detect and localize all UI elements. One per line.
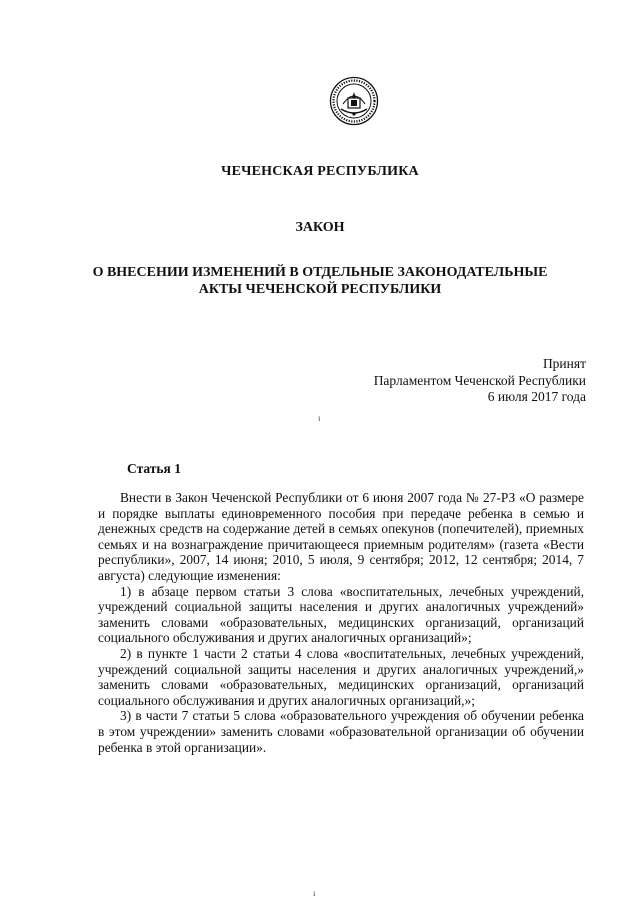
scan-mark: ı: [313, 888, 316, 898]
article-heading: Статья 1: [127, 461, 181, 476]
adoption-line-1: Принят: [542, 356, 586, 371]
adoption-line-2: Парламентом Чеченской Республики: [373, 372, 586, 388]
amendment-item-2: 2) в пункте 1 части 2 статьи 4 слова «воспитательных, лечебных учреждений, учреждений социальной защиты населения и других аналогичных учреждений,» заменить словами «образовательных, медицинских организаций, организаций социального обслуживания и других аналогичных организаций,»;: [98, 645, 584, 708]
adoption-line-3: 6 июля 2017 года: [487, 389, 586, 404]
article-body: [98, 490, 584, 755]
coat-of-arms-icon: [329, 76, 379, 126]
article-intro-paragraph: Внести в Закон Чеченской Республики от 6 июня 2007 года № 27-РЗ «О размере и порядке выплаты единовременного пособия при передаче ребенка в семью и денежных средств на содержание детей в семьях опекунов (попечителей), приемных семьях и на вознаграждение причитающееся приемным родителям» (газета «Вести республики», 2007, 14 июня; 2010, 5 июля, 9 сентября; 2012, 12 сентября; 2014, 7 августа) следующие изменения:: [98, 490, 584, 583]
adoption-block: [374, 356, 586, 406]
state-name: ЧЕЧЕНСКАЯ РЕСПУБЛИКА: [221, 164, 419, 179]
law-title-line-1: О ВНЕСЕНИИ ИЗМЕНЕНИЙ В ОТДЕЛЬНЫЕ ЗАКОНОДАТЕЛЬНЫЕ: [92, 265, 548, 280]
amendment-item-1: 1) в абзаце первом статьи 3 слова «воспитательных, лечебных учреждений, учреждений социальной защиты населения и других аналогичных учреждений» заменить словами «образовательных, медицинских организаций, организаций социального обслуживания и других аналогичных организаций»;: [98, 583, 584, 646]
law-title-line-2: АКТЫ ЧЕЧЕНСКОЙ РЕСПУБЛИКИ: [198, 282, 442, 297]
scan-mark: ı: [318, 413, 321, 423]
law-title: [0, 264, 640, 298]
amendment-item-3: 3) в части 7 статьи 5 слова «образовательного учреждения об обучении ребенка в этом учреждении» заменить словами «образовательной организации об обучении ребенка в этой организации».: [98, 708, 584, 755]
document-type: ЗАКОН: [295, 220, 345, 235]
